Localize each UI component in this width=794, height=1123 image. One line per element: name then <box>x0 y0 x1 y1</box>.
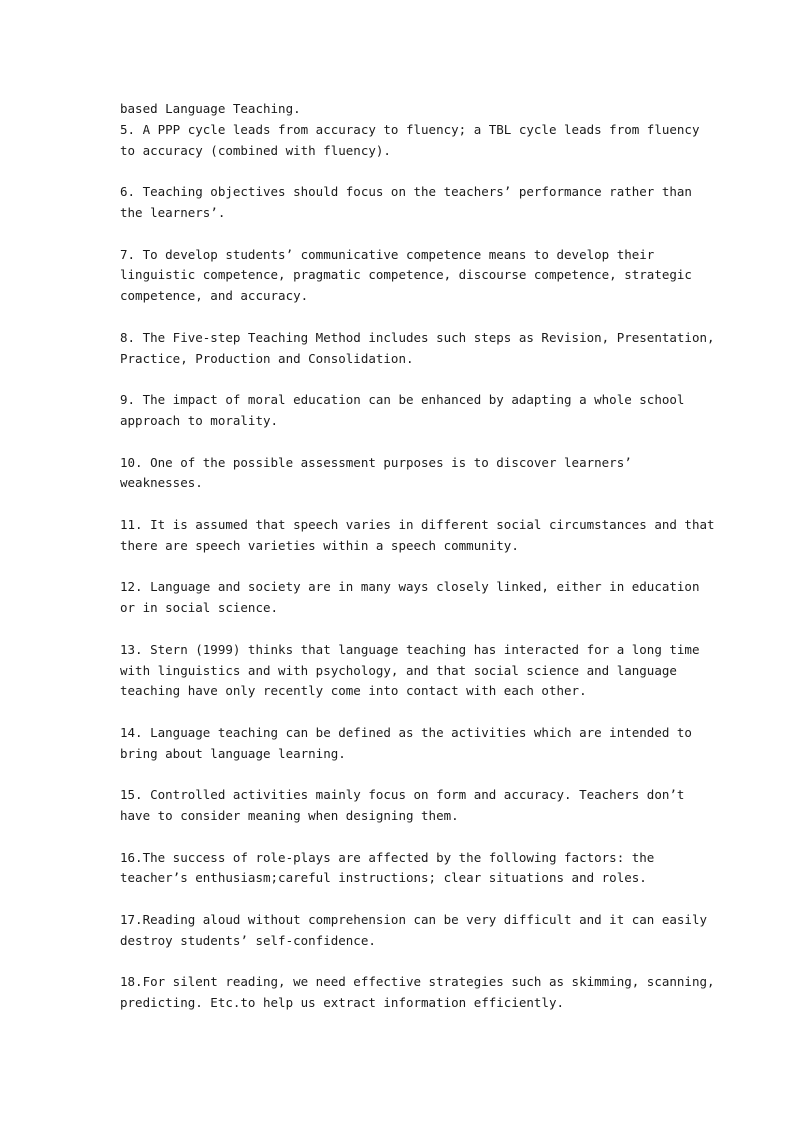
paragraph-11 <box>120 515 715 557</box>
paragraph-17 <box>120 910 707 952</box>
line: or in social science. <box>120 600 279 616</box>
paragraph-13 <box>120 640 700 702</box>
line: 12. Language and society are in many ways closely linked, either in education <box>120 579 700 595</box>
paragraph-8 <box>120 328 715 370</box>
line: predicting. Etc.to help us extract information efficiently. <box>120 995 565 1011</box>
line: linguistic competence, pragmatic competence, discourse competence, strategic <box>120 267 692 283</box>
line: 17.Reading aloud without comprehension can be very difficult and it can easily <box>120 912 707 928</box>
line: 16.The success of role-plays are affected by the following factors: the <box>120 849 655 865</box>
line: 7. To develop students’ communicative competence means to develop their <box>120 246 655 262</box>
paragraph-gap <box>120 494 680 515</box>
paragraph-6 <box>120 182 692 224</box>
paragraph-12 <box>120 577 700 619</box>
line: the learners’. <box>120 204 226 220</box>
line: destroy students’ self-confidence. <box>120 932 376 948</box>
line: teacher’s enthusiasm;careful instructions; clear situations and roles. <box>120 870 647 886</box>
paragraph-14 <box>120 723 692 765</box>
paragraph-10 <box>120 453 680 495</box>
paragraph-15 <box>120 785 685 827</box>
line: have to consider meaning when designing them. <box>120 808 459 824</box>
line: based Language Teaching. <box>120 101 301 116</box>
paragraph-4-continuation <box>120 99 680 120</box>
paragraph-gap <box>120 827 680 848</box>
line: weaknesses. <box>120 475 203 491</box>
line: approach to morality. <box>120 412 279 428</box>
line: bring about language learning. <box>120 745 346 761</box>
paragraph-gap <box>120 557 680 578</box>
line: 11. It is assumed that speech varies in different social circumstances and that <box>120 516 715 532</box>
paragraph-7 <box>120 245 692 307</box>
line: 13. Stern (1999) thinks that language teaching has interacted for a long time <box>120 641 700 657</box>
paragraph-gap <box>120 369 680 390</box>
paragraph-gap <box>120 889 680 910</box>
paragraph-gap <box>120 432 680 453</box>
paragraph-5 <box>120 120 700 162</box>
line: 14. Language teaching can be defined as the activities which are intended to <box>120 724 692 740</box>
paragraph-gap <box>120 224 680 245</box>
line: teaching have only recently come into contact with each other. <box>120 683 587 699</box>
paragraph-18 <box>120 972 715 1014</box>
line: 6. Teaching objectives should focus on the teachers’ performance rather than <box>120 184 692 200</box>
line: 9. The impact of moral education can be enhanced by adapting a whole school <box>120 392 685 408</box>
paragraph-gap <box>120 765 680 786</box>
line: 15. Controlled activities mainly focus on form and accuracy. Teachers don’t <box>120 787 685 803</box>
paragraph-9 <box>120 390 685 432</box>
line: 18.For silent reading, we need effective strategies such as skimming, scanning, <box>120 974 715 990</box>
paragraph-16 <box>120 848 680 890</box>
line: to accuracy (combined with fluency). <box>120 142 391 158</box>
line: competence, and accuracy. <box>120 288 309 304</box>
paragraph-gap <box>120 619 680 640</box>
paragraph-gap <box>120 702 680 723</box>
line: Practice, Production and Consolidation. <box>120 350 414 366</box>
line: 5. A PPP cycle leads from accuracy to fluency; a TBL cycle leads from fluency <box>120 121 700 137</box>
paragraph-gap <box>120 161 680 182</box>
line: with linguistics and with psychology, and that social science and language <box>120 662 677 678</box>
line: 10. One of the possible assessment purposes is to discover learners’ <box>120 454 632 470</box>
paragraph-gap <box>120 952 680 973</box>
line: there are speech varieties within a speech community. <box>120 537 519 553</box>
paragraph-gap <box>120 307 680 328</box>
line: 8. The Five-step Teaching Method includes such steps as Revision, Presentation, <box>120 329 715 345</box>
document-page <box>120 99 715 1014</box>
